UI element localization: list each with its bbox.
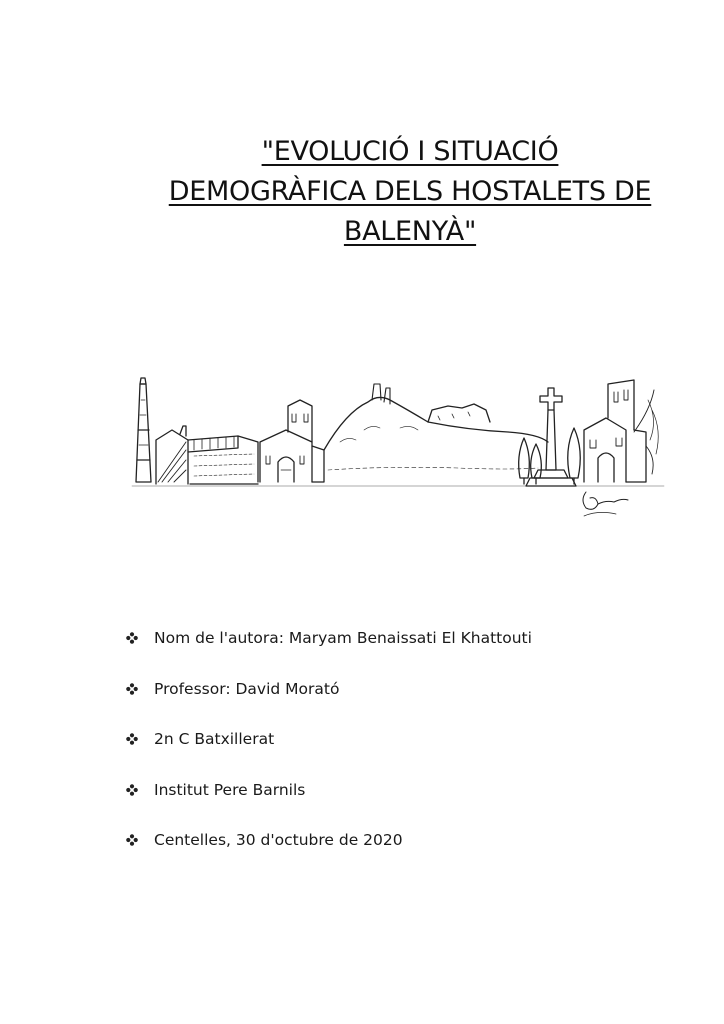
- diamond-bullet-icon: [124, 832, 140, 848]
- trees-drawing: [519, 438, 542, 484]
- artist-signature-drawing: [583, 492, 628, 516]
- title-line-2: DEMOGRÀFICA DELS HOSTALETS DE: [168, 176, 652, 207]
- town-building-drawing: [584, 380, 658, 482]
- diamond-bullet-icon: [124, 630, 140, 646]
- church-drawing: [260, 400, 324, 482]
- list-item: [124, 828, 684, 852]
- professor-text: Professor: David Morató: [154, 679, 340, 698]
- title-line-1: "EVOLUCIÓ I SITUACIÓ: [261, 136, 559, 167]
- title-line-3: BALENYÀ": [343, 216, 477, 247]
- diamond-bullet-icon: [124, 731, 140, 747]
- list-item: [124, 677, 684, 701]
- list-item: [124, 727, 684, 751]
- course-text: 2n C Batxillerat: [154, 730, 275, 748]
- list-item: [124, 778, 684, 802]
- document-title: [110, 132, 710, 252]
- diamond-bullet-icon: [124, 782, 140, 798]
- author-name-text: Nom de l'autora: Maryam Benaissati El Khattouti: [154, 629, 532, 647]
- school-text: Institut Pere Barnils: [154, 780, 306, 799]
- diamond-bullet-icon: [124, 681, 140, 697]
- author-info-list: [124, 626, 684, 879]
- village-skyline-drawing: [128, 370, 668, 530]
- trees-right-drawing: [568, 428, 581, 484]
- hill-drawing: [324, 384, 548, 470]
- chimney-drawing: [136, 378, 151, 482]
- list-item: [124, 626, 684, 650]
- factory-drawing: [156, 426, 258, 484]
- place-date-text: Centelles, 30 d'octubre de 2020: [154, 831, 403, 849]
